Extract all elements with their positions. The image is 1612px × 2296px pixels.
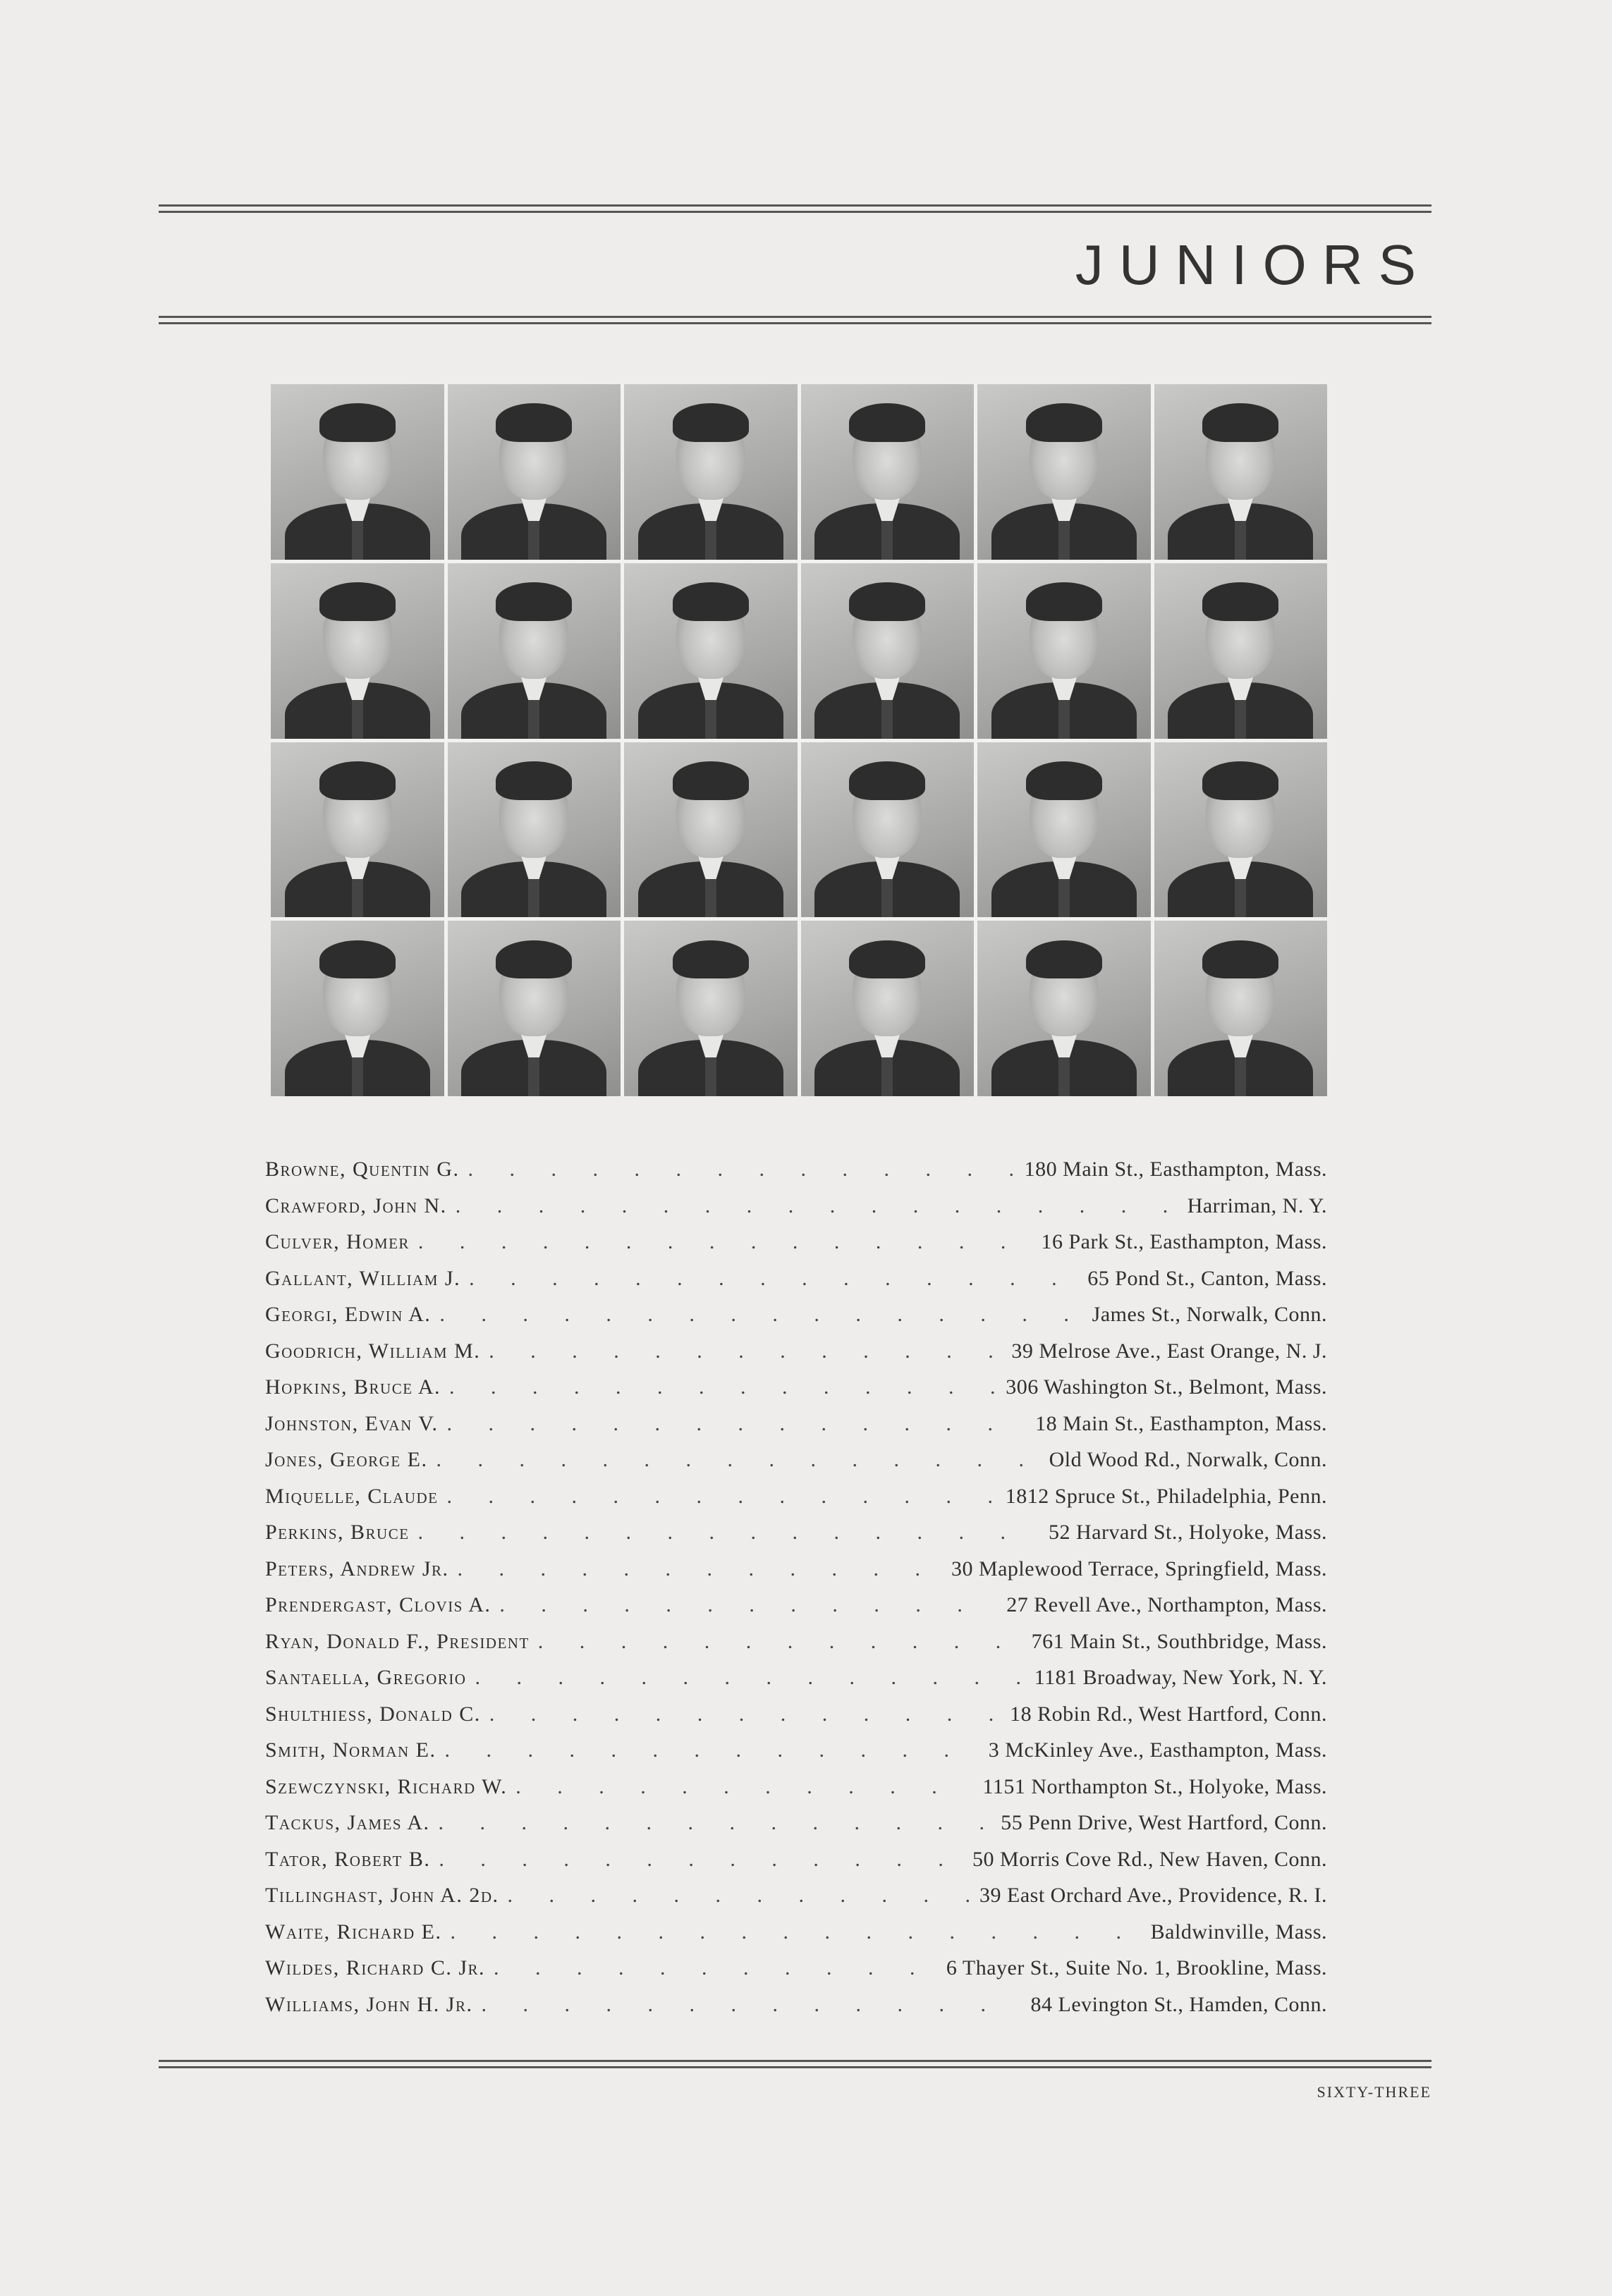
dot-leader (515, 1775, 974, 1799)
portrait-photo (1154, 921, 1328, 1096)
student-name: Santaella, Gregorio (265, 1666, 467, 1689)
student-name: Tator, Robert B. (265, 1847, 431, 1871)
portrait-grid (271, 384, 1327, 1096)
student-address: 6 Thayer St., Suite No. 1, Brookline, Mass. (946, 1956, 1327, 1979)
student-name: Georgi, Edwin A. (265, 1303, 432, 1326)
portrait-photo (801, 921, 975, 1096)
student-name: Johnston, Evan V. (265, 1411, 439, 1435)
dot-leader (468, 1158, 1015, 1181)
student-address: 180 Main St., Easthampton, Mass. (1024, 1158, 1327, 1181)
bottom-double-rule (159, 2060, 1431, 2068)
student-roster (265, 1158, 1327, 2029)
portrait-photo (977, 563, 1151, 739)
student-name: Szewczynski, Richard W. (265, 1774, 508, 1798)
portrait-photo (977, 384, 1151, 560)
student-address: 761 Main St., Southbridge, Mass. (1031, 1629, 1327, 1653)
portrait-photo (448, 921, 621, 1096)
roster-row (265, 1230, 1327, 1267)
portrait-photo (271, 563, 444, 739)
portrait-photo (801, 742, 975, 918)
dot-leader (446, 1485, 996, 1509)
student-address: 18 Main St., Easthampton, Mass. (1035, 1411, 1327, 1435)
portrait-photo (271, 384, 444, 560)
dot-leader (436, 1448, 1041, 1472)
dot-leader (482, 1993, 1022, 2017)
roster-row (265, 1339, 1327, 1376)
student-name: Crawford, John N. (265, 1193, 447, 1217)
roster-row (265, 1448, 1327, 1485)
roster-row (265, 1811, 1327, 1848)
page-title: JUNIORS (1075, 233, 1431, 296)
roster-row (265, 1920, 1327, 1957)
dot-leader (538, 1630, 1023, 1654)
dot-leader (449, 1375, 997, 1399)
portrait-photo (1154, 384, 1328, 560)
dot-leader (439, 1848, 964, 1872)
student-name: Smith, Norman E. (265, 1738, 436, 1762)
portrait-photo (271, 921, 444, 1096)
roster-row (265, 1375, 1327, 1412)
dot-leader (450, 1920, 1142, 1944)
student-address: 306 Washington St., Belmont, Mass. (1006, 1375, 1327, 1399)
student-address: 1812 Spruce St., Philadelphia, Penn. (1005, 1484, 1327, 1508)
student-address: Harriman, N. Y. (1187, 1193, 1327, 1217)
dot-leader (475, 1666, 1025, 1690)
student-address: James St., Norwalk, Conn. (1092, 1303, 1327, 1326)
dot-leader (445, 1738, 980, 1762)
student-name: Ryan, Donald F., President (265, 1629, 530, 1653)
student-name: Waite, Richard E. (265, 1920, 442, 1944)
student-name: Culver, Homer (265, 1230, 410, 1253)
roster-row (265, 1593, 1327, 1630)
dot-leader (489, 1339, 1003, 1363)
roster-row (265, 1738, 1327, 1775)
roster-row (265, 1412, 1327, 1449)
student-address: 39 Melrose Ave., East Orange, N. J. (1011, 1339, 1327, 1363)
student-name: Shulthiess, Donald C. (265, 1702, 481, 1726)
roster-row (265, 1557, 1327, 1594)
roster-row (265, 1666, 1327, 1702)
student-name: Tillinghast, John A. 2d. (265, 1884, 499, 1907)
student-address: 18 Robin Rd., West Hartford, Conn. (1010, 1702, 1327, 1726)
student-name: Perkins, Bruce (265, 1521, 410, 1544)
student-name: Browne, Quentin G. (265, 1158, 460, 1181)
student-address: 1151 Northampton St., Holyoke, Mass. (982, 1774, 1327, 1798)
roster-row (265, 1993, 1327, 2030)
portrait-photo (624, 921, 798, 1096)
portrait-photo (624, 563, 798, 739)
portrait-photo (448, 742, 621, 918)
student-name: Williams, John H. Jr. (265, 1992, 473, 2016)
portrait-photo (624, 384, 798, 560)
page-number: SIXTY-THREE (1317, 2083, 1431, 2101)
student-address: 3 McKinley Ave., Easthampton, Mass. (988, 1738, 1327, 1762)
student-address: 1181 Broadway, New York, N. Y. (1034, 1666, 1327, 1689)
roster-row (265, 1884, 1327, 1920)
roster-row (265, 1848, 1327, 1884)
roster-row (265, 1158, 1327, 1194)
student-name: Gallant, William J. (265, 1266, 461, 1290)
student-address: 16 Park St., Easthampton, Mass. (1041, 1230, 1327, 1253)
student-address: 30 Maplewood Terrace, Springfield, Mass. (951, 1557, 1327, 1580)
student-address: 84 Levington St., Hamden, Conn. (1030, 1992, 1327, 2016)
student-name: Wildes, Richard C. Jr. (265, 1956, 486, 1979)
student-address: 39 East Orchard Ave., Providence, R. I. (979, 1884, 1327, 1907)
student-address: 27 Revell Ave., Northampton, Mass. (1006, 1593, 1327, 1616)
dot-leader (499, 1593, 998, 1617)
student-address: 65 Pond St., Canton, Mass. (1087, 1266, 1327, 1290)
dot-leader (489, 1702, 1001, 1726)
student-name: Hopkins, Bruce A. (265, 1375, 441, 1399)
student-address: 52 Harvard St., Holyoke, Mass. (1049, 1521, 1327, 1544)
student-name: Goodrich, William M. (265, 1339, 481, 1363)
dot-leader (418, 1521, 1041, 1545)
dot-leader (439, 1811, 993, 1835)
dot-leader (469, 1267, 1079, 1291)
roster-row (265, 1521, 1327, 1557)
dot-leader (458, 1557, 943, 1581)
roster-row (265, 1775, 1327, 1812)
student-name: Prendergast, Clovis A. (265, 1593, 491, 1616)
portrait-photo (1154, 742, 1328, 918)
portrait-photo (801, 563, 975, 739)
student-address: Old Wood Rd., Norwalk, Conn. (1049, 1448, 1327, 1471)
dot-leader (439, 1303, 1083, 1327)
dot-leader (507, 1884, 971, 1908)
title-double-rule (159, 316, 1431, 324)
roster-row (265, 1485, 1327, 1521)
roster-row (265, 1702, 1327, 1739)
portrait-photo (271, 742, 444, 918)
student-name: Tackus, James A. (265, 1811, 430, 1834)
student-address: 55 Penn Drive, West Hartford, Conn. (1001, 1811, 1327, 1834)
portrait-photo (1154, 563, 1328, 739)
roster-row (265, 1303, 1327, 1339)
roster-row (265, 1630, 1327, 1666)
student-name: Peters, Andrew Jr. (265, 1557, 449, 1580)
roster-row (265, 1267, 1327, 1303)
portrait-photo (448, 384, 621, 560)
student-address: 50 Morris Cove Rd., New Haven, Conn. (972, 1847, 1327, 1871)
dot-leader (447, 1412, 1027, 1436)
top-double-rule (159, 204, 1431, 213)
dot-leader (418, 1230, 1033, 1254)
dot-leader (494, 1956, 938, 1980)
dot-leader (456, 1194, 1179, 1218)
portrait-photo (448, 563, 621, 739)
roster-row (265, 1194, 1327, 1231)
student-name: Jones, George E. (265, 1448, 428, 1471)
student-name: Miquelle, Claude (265, 1484, 439, 1508)
portrait-photo (977, 921, 1151, 1096)
roster-row (265, 1956, 1327, 1993)
portrait-photo (801, 384, 975, 560)
student-address: Baldwinville, Mass. (1150, 1920, 1327, 1944)
portrait-photo (624, 742, 798, 918)
portrait-photo (977, 742, 1151, 918)
